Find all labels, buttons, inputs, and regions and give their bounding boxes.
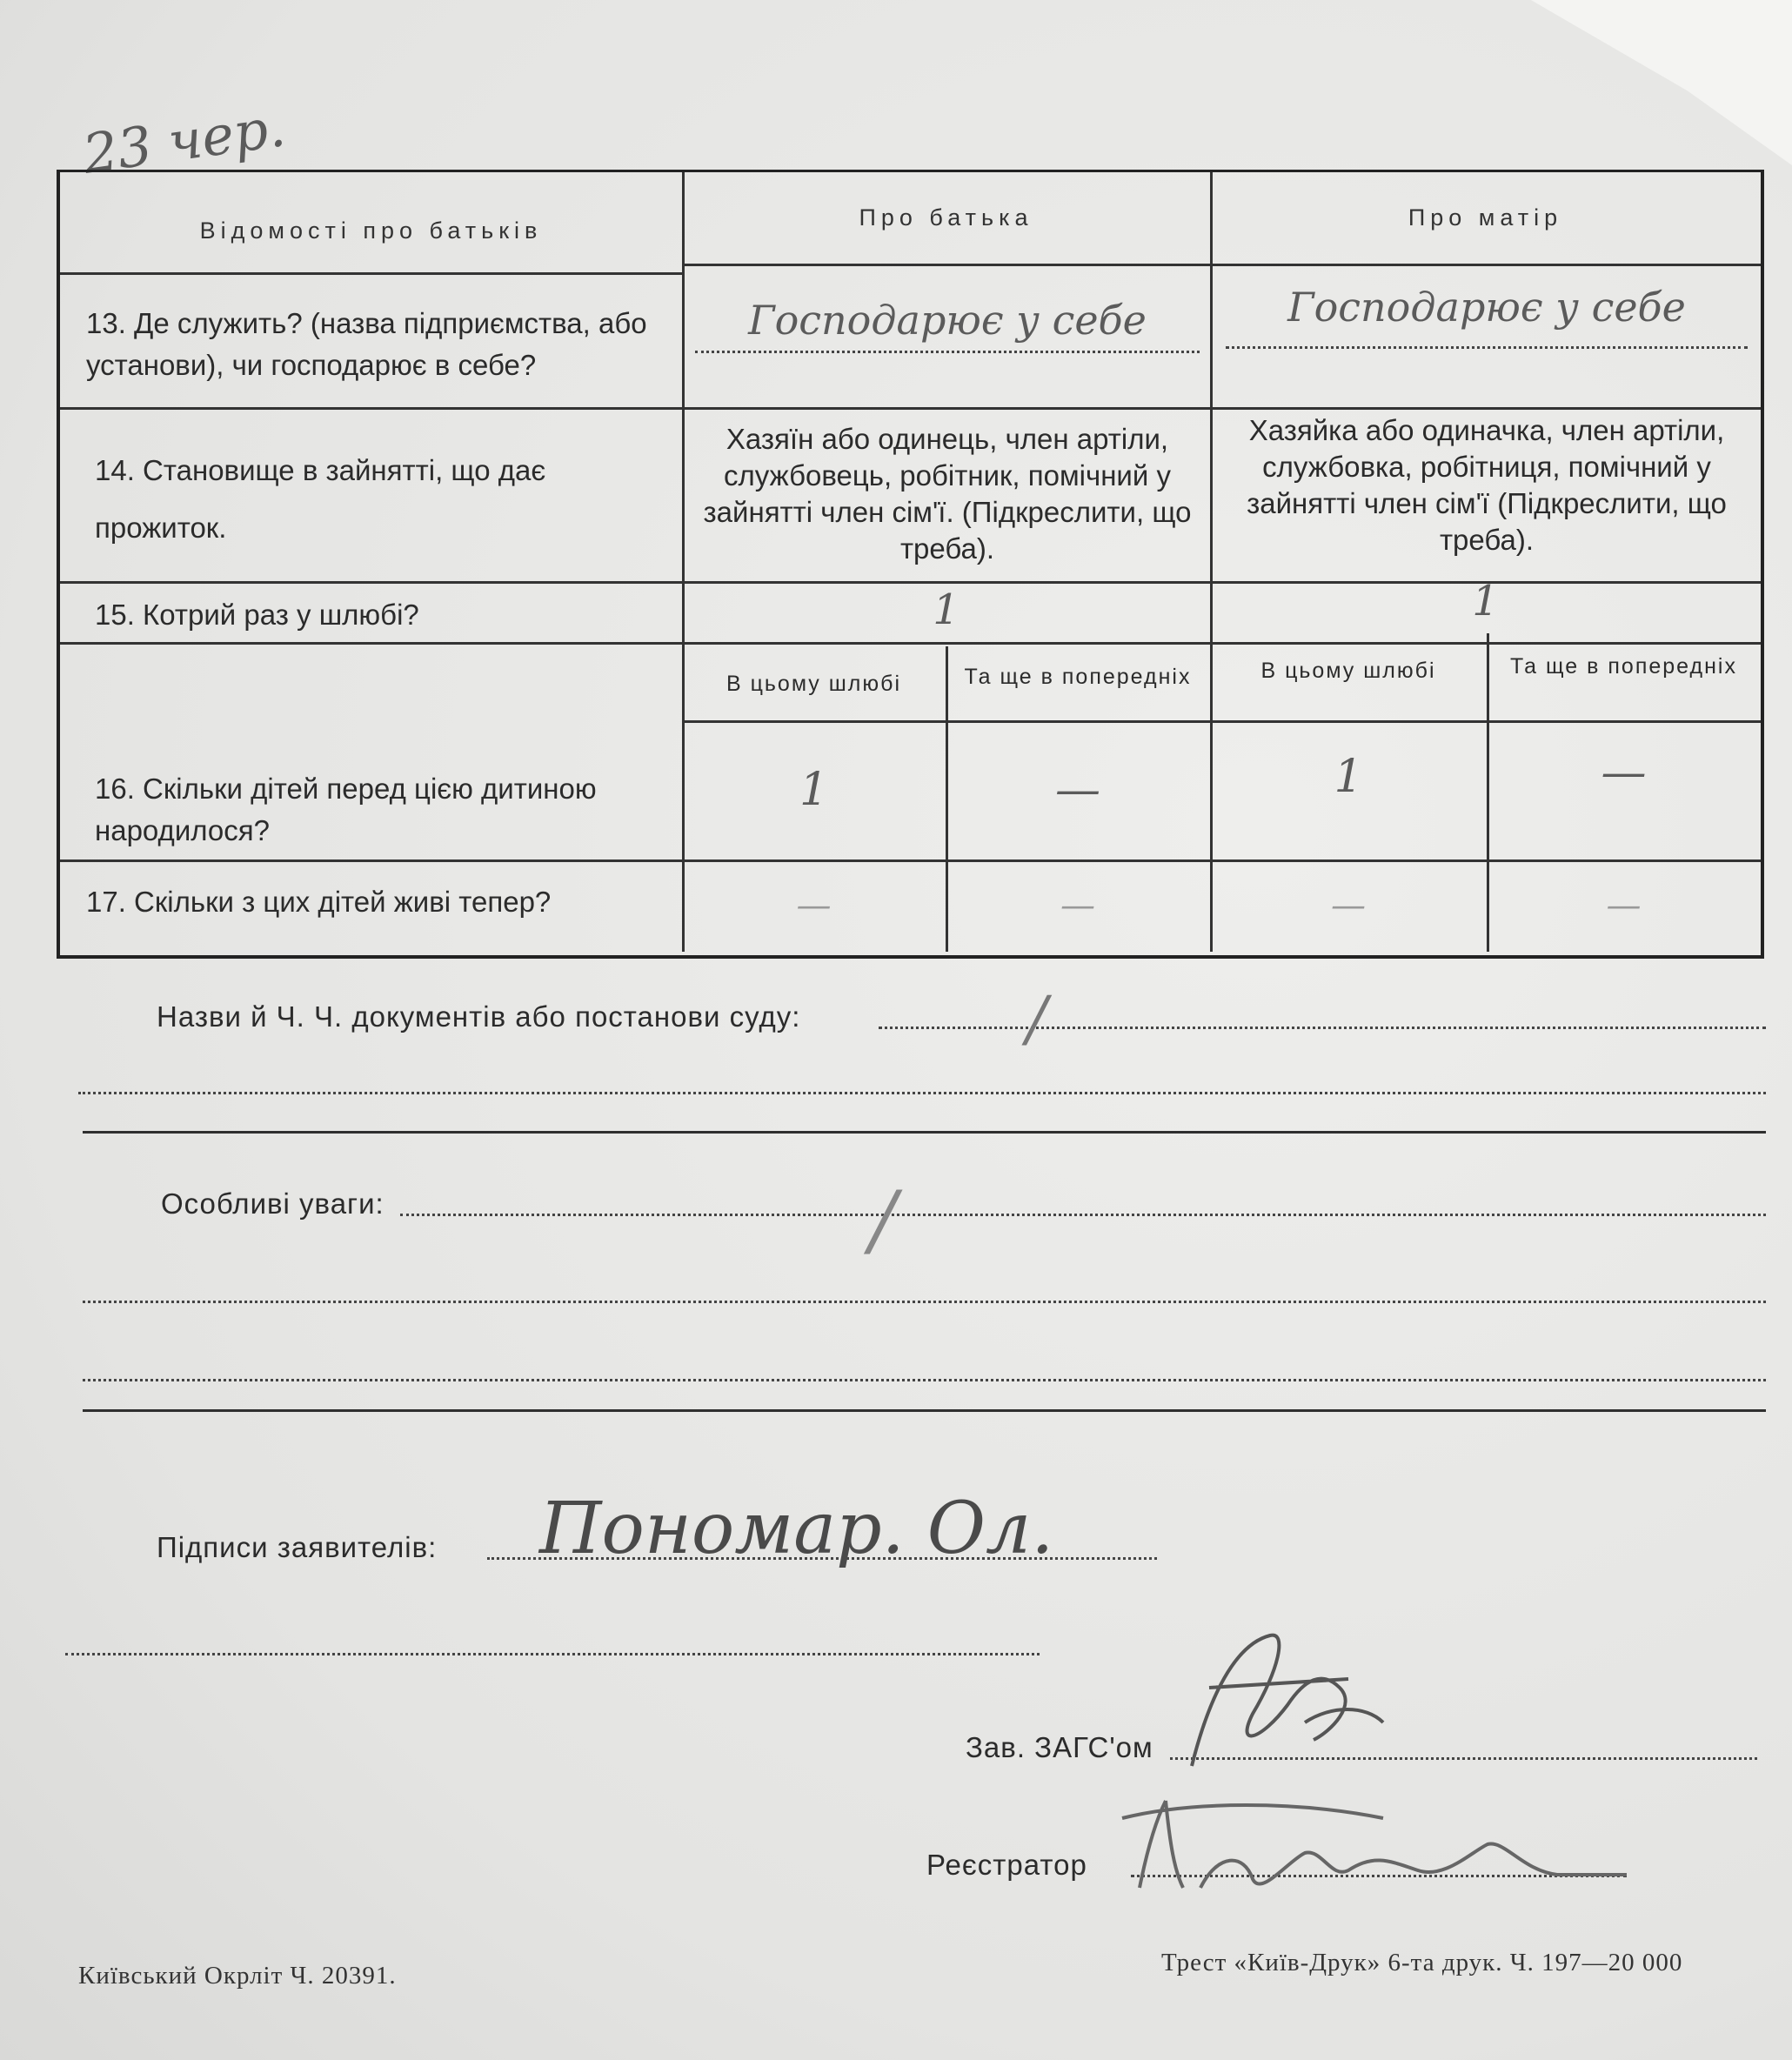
parents-info-table — [57, 170, 1764, 959]
section-divider — [83, 1131, 1766, 1134]
documents-line — [879, 1027, 1766, 1029]
question-17: 17. Скільки з цих дітей живі тепер? — [86, 886, 552, 918]
head-label: Зав. ЗАГС'ом — [966, 1731, 1153, 1763]
remarks-line-2 — [83, 1301, 1766, 1303]
signatures-line-2 — [65, 1653, 1040, 1655]
documents-value: / — [1026, 983, 1047, 1054]
signatures-label: Підписи заявителів: — [157, 1531, 438, 1563]
answer-17-father-previous: — — [1060, 886, 1095, 926]
answer-13-father: Господарює у себе — [748, 297, 1147, 344]
answer-17-mother-previous: — — [1606, 886, 1642, 926]
subheader-this-marriage-mother: В цьому шлюбі — [1260, 658, 1436, 683]
header-father: Про батька — [859, 204, 1033, 231]
footer-printer-right: Трест «Київ-Друк» 6-та друк. Ч. 197—20 000 — [1161, 1949, 1683, 1976]
documents-label: Назви й Ч. Ч. документів або постанови суду: — [157, 1000, 801, 1033]
archive-note: 23 чер. — [79, 95, 290, 186]
row-line — [682, 264, 1761, 266]
registrar-signature — [1070, 1766, 1644, 1905]
answer-16-mother-this: 1 — [1334, 751, 1363, 803]
remarks-line-3 — [83, 1379, 1766, 1381]
question-13: 13. Де служить? (назва підприємства, або установи), чи господарює в себе? — [86, 307, 647, 381]
answer-13-mother: Господарює у себе — [1287, 284, 1686, 331]
answer-16-mother-previous: — — [1601, 746, 1647, 799]
subheader-this-marriage-father: В цьому шлюбі — [725, 671, 902, 696]
registrar-label: Реєстратор — [926, 1849, 1087, 1881]
applicant-signature: Пономар. Ол. — [539, 1488, 1054, 1570]
subheader-previous-mother: Та ще в попередніх — [1510, 653, 1737, 679]
documents-line-2 — [78, 1092, 1766, 1094]
header-parents-info: Відомості про батьків — [199, 217, 543, 244]
answer-15-mother: 1 — [1472, 576, 1499, 625]
question-16: 16. Скільки дітей перед цією дитиною народилося? — [95, 772, 597, 846]
answer-17-mother-this: — — [1331, 886, 1366, 926]
remarks-label: Особливі уваги: — [161, 1187, 384, 1220]
options-14-mother[interactable]: Хазяйка або одиначка, член артіли, службовка, робітниця, помічний у зайнятті член сім'ї (Підкреслити, що треба). — [1247, 414, 1727, 556]
answer-line — [695, 351, 1200, 353]
section-divider — [83, 1409, 1766, 1412]
folded-corner — [1531, 0, 1792, 165]
header-mother: Про матір — [1408, 204, 1563, 231]
footer-printer-left: Київський Окрліт Ч. 20391. — [78, 1962, 397, 1990]
answer-line — [1226, 346, 1748, 349]
row-line — [60, 272, 682, 275]
answer-17-father-this: — — [796, 886, 832, 926]
subheader-previous-father: Та ще в попередніх — [964, 665, 1192, 689]
answer-16-father-this: 1 — [799, 764, 829, 816]
remarks-line — [400, 1214, 1766, 1216]
answer-15-father: 1 — [933, 585, 960, 634]
head-signature — [1157, 1618, 1453, 1783]
answer-16-father-previous: — — [1055, 764, 1100, 816]
question-14: 14. Становище в зайнятті, що дає прожиток. — [95, 454, 546, 544]
remarks-value: / — [870, 1174, 897, 1266]
options-14-father[interactable]: Хазяїн або одинець, член артіли, службовець, робітник, помічний у зайнятті член сім'ї. (Підкреслити, що треба). — [703, 423, 1192, 565]
question-15: 15. Котрий раз у шлюбі? — [95, 599, 419, 631]
